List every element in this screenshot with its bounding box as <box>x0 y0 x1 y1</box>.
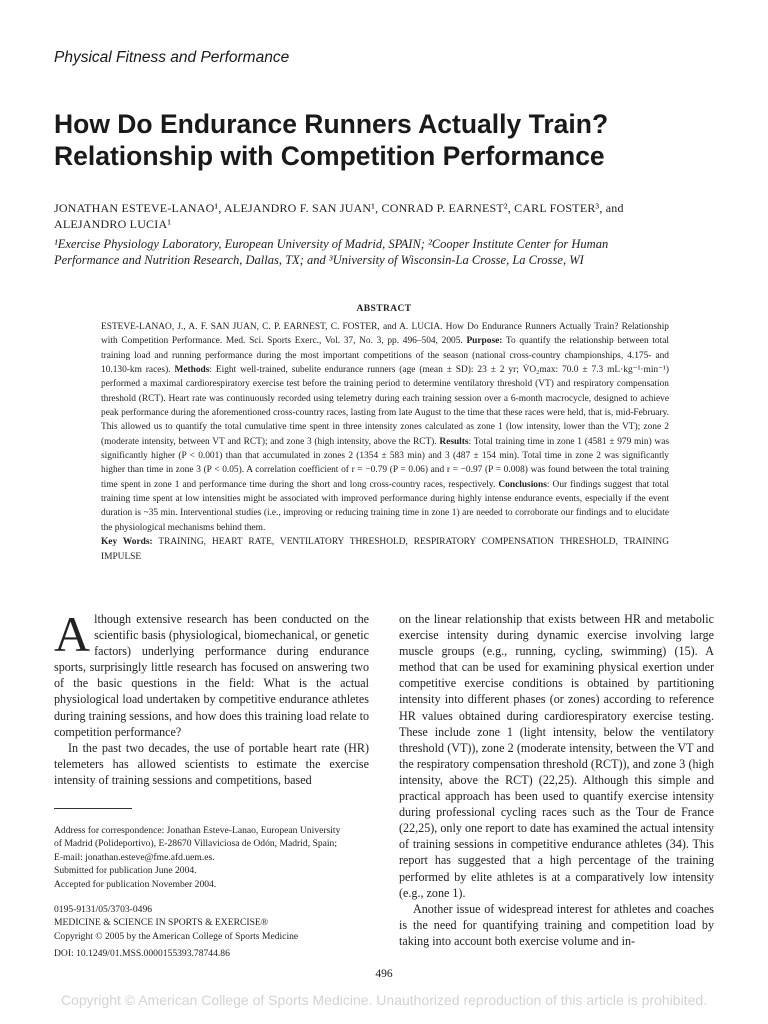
abstract-heading: ABSTRACT <box>356 304 412 314</box>
purpose-text: To quantify the relationship between total training load and running performance during the most important competitions of the season (national cross-country championships, 4.175- and 10.130-km races). <box>101 336 669 376</box>
author-list <box>54 200 714 232</box>
results-label: Results <box>439 436 469 447</box>
page-number: 496 <box>375 968 393 980</box>
purpose-label: Purpose: <box>466 336 503 347</box>
footnote-divider <box>54 808 132 809</box>
intro-paragraph-1 <box>54 606 369 740</box>
conclusions-label: Conclusions <box>498 479 547 490</box>
abstract-citation: ESTEVE-LANAO, J., A. F. SAN JUAN, C. P. EARNEST, C. FOSTER, and A. LUCIA. How Do Endurance Runners Actually Train? Relationship with Competition Performance. Med. Sci. Sports Exerc., Vol. 37, No. 3, pp. 496–504, 2005. <box>101 322 669 347</box>
intro-paragraph-2: In the past two decades, the use of portable heart rate (HR) telemeters has allowed scientists to estimate the exercise intensity of training sessions and competitions, based <box>54 740 369 787</box>
keywords-text: TRAINING, HEART RATE, VENTILATORY THRESHOLD, RESPIRATORY COMPENSATION THRESHOLD, TRAINING IMPULSE <box>101 537 669 562</box>
right-paragraph-2: Another issue of widespread interest for athletes and coaches is the need for quantifying training and competition load by taking into account both exercise volume and in- <box>399 901 714 948</box>
accepted-line: Accepted for publication November 2004. <box>54 878 217 890</box>
publication-info <box>54 903 374 961</box>
keywords-label: Key Words: <box>101 537 153 548</box>
title-line-1: How Do Endurance Runners Actually Train? <box>54 109 609 139</box>
journal-line: MEDICINE & SCIENCE IN SPORTS & EXERCISE® <box>54 917 269 929</box>
copyright-watermark: Copyright © American College of Sports Medicine. Unauthorized reproduction of this article is prohibited. <box>60 992 708 1008</box>
methods-text: : Eight well-trained, subelite endurance runners (age (mean ± SD): 23 ± 2 yr; V̇O₂max: 70.0 ± 7.3 mL·kg⁻¹·min⁻¹) performed a maximal cardiorespiratory exercise test before the training period to determine ventilatory threshold (VT) and respiratory compensation threshold (RCT). Heart rate was continuously recorded using telemetry during each training session over a 6-month macrocycle, designed to achieve peak performance during the aforementioned cross-country races, lasting from late August to the time that these races were held, that is, mid-February. This allowed us to quantify the total cumulative time spent in three intensity zones calculated as zone 1 (low intensity, lower than the VT); zone 2 (moderate intensity, between VT and RCT); and zone 3 (high intensity, above the RCT). <box>101 365 669 447</box>
abstract-body <box>101 320 669 564</box>
address-line-1: Address for correspondence: Jonathan Esteve-Lanao, European University <box>54 825 341 836</box>
correspondence-footnote <box>54 824 374 891</box>
doi-line: DOI: 10.1249/01.MSS.0000155393.78744.86 <box>54 948 230 960</box>
body-column-right <box>399 611 714 949</box>
author-line-1: JONATHAN ESTEVE-LANAO¹, ALEJANDRO F. SAN JUAN¹, CONRAD P. EARNEST², CARL FOSTER³, and <box>54 201 624 215</box>
copyright-line: Copyright © 2005 by the American College of Sports Medicine <box>54 930 299 942</box>
email-line: E-mail: jonathan.esteve@fme.afd.uem.es. <box>54 851 215 863</box>
right-paragraph-1: on the linear relationship that exists between HR and metabolic exercise intensity during dynamic exercise involving large muscle groups (e.g., running, cycling, swimming) (15). A method that can be used for examining physical exertion under competitive exercise conditions is obtained by partitioning intensity into different phases (or zones) according to reference HR values obtained during cardiorespiratory exercise testing. These include zone 1 (light intensity, below the ventilatory threshold (VT)), zone 2 (moderate intensity, between the VT and the respiratory compensation threshold (RCT)), and zone 3 (high intensity, above the RCT) (22,25). Although this simple and practical approach has been used to quantify exercise intensity during professional cycling races such as the Tour de France (22,25), only one report to date has examined the actual intensity of training sessions in competitive endurance athletes (34). This report has suggested that a high percentage of the training performed by elite athletes is at a comparatively low intensity (e.g., zone 1). <box>399 612 714 900</box>
conclusions-text: : Our findings suggest that total training time spent at low intensities might be associated with improved performance during highly intense endurance events, especially if the event duration is ~35 min. Interventional studies (i.e., improving or reducing training time in zone 1) are needed to corroborate our findings and to elucidate the physiological mechanisms behind them. <box>101 479 669 533</box>
affiliations <box>54 236 714 268</box>
affiliation-line-1: ¹Exercise Physiology Laboratory, European University of Madrid, SPAIN; ²Cooper Institute Center for Human <box>54 237 609 251</box>
submitted-line: Submitted for publication June 2004. <box>54 865 197 877</box>
results-text: : Total training time in zone 1 (4581 ± 979 min) was significantly higher (P < 0.001) than that accumulated in zones 2 (1354 ± 583 min) and 3 (487 ± 154 min). Total time in zone 2 was significantly higher than time in zone 3 (P < 0.05). A correlation coefficient of r = −0.79 (P = 0.06) and r = −0.97 (P = 0.008) was found between the total training time spent in zone 1 and performance time during the short and long cross-country races, respectively. <box>101 436 670 490</box>
drop-cap: A <box>54 606 91 662</box>
keywords <box>101 535 669 564</box>
intro-paragraph-1-text: lthough extensive research has been conducted on the scientific basis (physiological, biomechanical, or genetic factors) underlying performance during endurance sports, surprisingly little research has focused on answering two of the basic questions in the field: What is the actual physiological load undertaken by competitive endurance athletes during training sessions, and how does this training load relate to competition performance? <box>54 612 369 739</box>
issn-line: 0195-9131/05/3703-0496 <box>54 904 153 915</box>
address-line-2: of Madrid (Polideportivo), E-28670 Villaviciosa de Odón, Madrid, Spain; <box>54 838 338 850</box>
body-column-left <box>54 606 369 788</box>
methods-label: Methods <box>174 365 210 376</box>
author-line-2: ALEJANDRO LUCIA¹ <box>54 217 172 231</box>
article-title <box>54 108 734 172</box>
affiliation-line-2: Performance and Nutrition Research, Dallas, TX; and ³University of Wisconsin-La Crosse, La Crosse, WI <box>54 253 584 267</box>
title-line-2: Relationship with Competition Performance <box>54 141 605 171</box>
journal-section: Physical Fitness and Performance <box>54 49 290 66</box>
